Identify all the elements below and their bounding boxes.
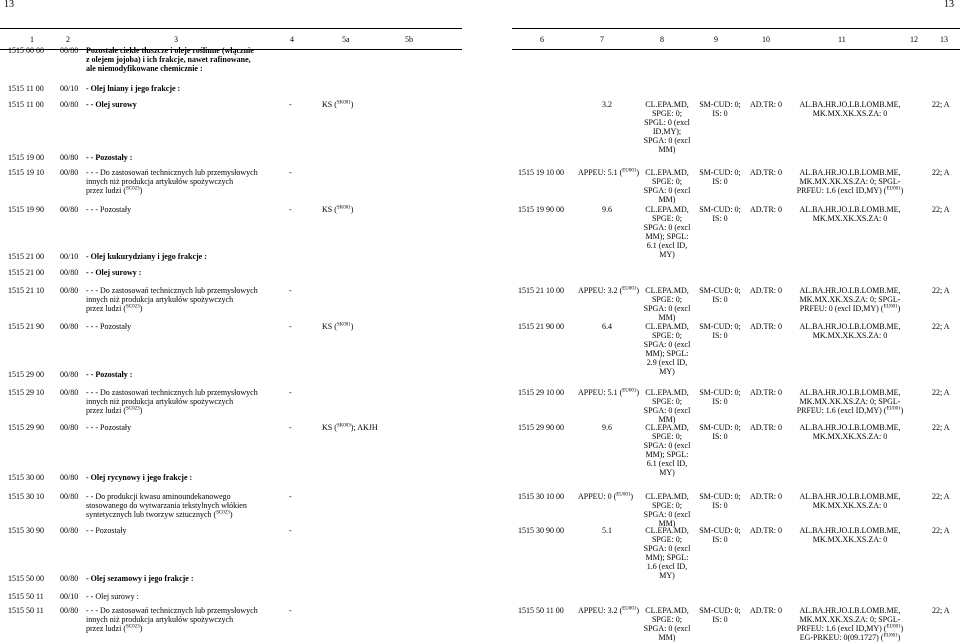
description-line: - Olej lniany i jego frakcje : bbox=[86, 84, 181, 93]
col-11-line: PRFEU: 1.6 (excl ID,MY) ($^{EU001}$) bbox=[796, 406, 904, 415]
description-line: innych niż produkcja artykułów spożywczych bbox=[86, 177, 234, 186]
col-9-line: SM-CUD: 0; bbox=[699, 168, 741, 177]
col-8-line: SPGE: 0; bbox=[651, 177, 682, 186]
sub-code: 00/80 bbox=[60, 100, 79, 109]
header-col-3: 3 bbox=[174, 35, 178, 44]
description-line: - - - Do zastosowań technicznych lub przemysłowych bbox=[86, 388, 258, 397]
col-11-line: EG-PRKEU: 0(09.1727) ($^{EU001}$) bbox=[799, 633, 901, 642]
col-9-line: IS: 0 bbox=[712, 331, 728, 340]
col-8-line: SPGA: 0 (excl bbox=[643, 624, 691, 633]
footnote-ref: SC023 bbox=[125, 186, 140, 192]
header-col-11: 11 bbox=[838, 35, 846, 44]
col-8-line: MM); SPGL: bbox=[645, 553, 689, 562]
description-line: innych niż produkcja artykułów spożywczych bbox=[86, 295, 234, 304]
col-8-line: CL.EPA.MD, bbox=[645, 606, 689, 615]
cn-code: 1515 11 00 bbox=[8, 84, 44, 93]
col-4-value: - bbox=[289, 388, 292, 397]
sub-code: 00/80 bbox=[60, 388, 79, 397]
col-6-code: 1515 19 90 00 bbox=[518, 205, 564, 214]
footnote-ref: SK001 bbox=[336, 205, 351, 211]
col-13-value: 22; A bbox=[932, 492, 950, 501]
col-11-line: MK.MX.XK.XS.ZA: 0 bbox=[812, 432, 888, 441]
footnote-ref: SC023 bbox=[125, 406, 140, 412]
col-8-line: SPGE: 0; bbox=[651, 331, 682, 340]
col-13-value: 22; A bbox=[932, 286, 950, 295]
col-8-line: SPGA: 0 (excl bbox=[643, 544, 691, 553]
description-line: - - Pozostały bbox=[86, 526, 127, 535]
col-8-line: SPGE: 0; bbox=[651, 501, 682, 510]
col-9-line: SM-CUD: 0; bbox=[699, 205, 741, 214]
col-10-value: AD.TR: 0 bbox=[750, 423, 782, 432]
col-11-line: PRFEU: 1.6 (excl ID,MY) ($^{EU001}$) bbox=[796, 624, 904, 633]
cn-code: 1515 29 00 bbox=[8, 370, 44, 379]
col-7-rate: APPEU: 0 ($^{EU001}$) bbox=[578, 492, 634, 501]
col-10-value: AD.TR: 0 bbox=[750, 286, 782, 295]
col-5a-value: KS ($^{SK001}$) bbox=[322, 100, 354, 109]
col-9-line: SM-CUD: 0; bbox=[699, 100, 741, 109]
footnote-ref: SC023 bbox=[125, 304, 140, 310]
col-8-line: SPGA: 0 (excl bbox=[643, 340, 691, 349]
col-8-line: MM); SPGL: bbox=[645, 232, 689, 241]
right-table-header bbox=[512, 28, 960, 50]
col-13-value: 22; A bbox=[932, 606, 950, 615]
sub-code: 00/10 bbox=[60, 84, 79, 93]
col-8-line: MM) bbox=[658, 633, 676, 642]
cn-code: 1515 21 90 bbox=[8, 322, 44, 331]
col-8-line: CL.EPA.MD, bbox=[645, 423, 689, 432]
col-7-rate: APPEU: 3.2 ($^{EU001}$) bbox=[578, 606, 640, 615]
col-9-line: IS: 0 bbox=[712, 177, 728, 186]
col-10-value: AD.TR: 0 bbox=[750, 205, 782, 214]
page-number-left: 13 bbox=[4, 0, 14, 10]
col-11-line: AL.BA.HR.JO.LB.LOMB.ME, bbox=[799, 100, 901, 109]
footnote-ref: EU001 bbox=[616, 492, 631, 498]
col-9-line: IS: 0 bbox=[712, 432, 728, 441]
col-8-line: SPGL: 0 (excl bbox=[644, 118, 690, 127]
col-8-line: SPGA: 0 (excl bbox=[643, 304, 691, 313]
description-line: - - Pozostały : bbox=[86, 153, 133, 162]
col-8-line: SPGA: 0 (excl bbox=[643, 223, 691, 232]
col-11-line: AL.BA.HR.JO.LB.LOMB.ME, bbox=[799, 492, 901, 501]
col-9-line: IS: 0 bbox=[712, 295, 728, 304]
cn-code: 1515 29 90 bbox=[8, 423, 44, 432]
col-8-line: SPGE: 0; bbox=[651, 397, 682, 406]
col-7-rate: 3.2 bbox=[602, 100, 612, 109]
col-11-line: MK.MX.XK.XS.ZA: 0 bbox=[812, 535, 888, 544]
description-line: - - Pozostały : bbox=[86, 370, 133, 379]
col-8-line: MM) bbox=[658, 313, 676, 322]
col-8-line: MM); SPGL: bbox=[645, 349, 689, 358]
col-7-rate: APPEU: 5.1 ($^{EU001}$) bbox=[578, 168, 640, 177]
header-col-7: 7 bbox=[600, 35, 604, 44]
sub-code: 00/80 bbox=[60, 322, 79, 331]
footnote-ref: EU001 bbox=[622, 286, 637, 292]
col-6-code: 1515 29 10 00 bbox=[518, 388, 564, 397]
col-9-line: SM-CUD: 0; bbox=[699, 526, 741, 535]
footnote-ref: EU001 bbox=[622, 168, 637, 174]
sub-code: 00/10 bbox=[60, 592, 79, 601]
col-4-value: - bbox=[289, 492, 292, 501]
col-8-line: SPGE: 0; bbox=[651, 535, 682, 544]
description-line: - - Olej surowy bbox=[86, 100, 137, 109]
col-8-line: CL.EPA.MD, bbox=[645, 205, 689, 214]
col-5a-value: KS ($^{SK001}$) bbox=[322, 205, 354, 214]
col-6-code: 1515 50 11 00 bbox=[518, 606, 564, 615]
col-9-line: SM-CUD: 0; bbox=[699, 388, 741, 397]
col-13-value: 22; A bbox=[932, 423, 950, 432]
col-8-line: MY) bbox=[659, 468, 675, 477]
col-6-code: 1515 19 10 00 bbox=[518, 168, 564, 177]
col-8-line: SPGE: 0; bbox=[651, 615, 682, 624]
cn-code: 1515 50 00 bbox=[8, 574, 44, 583]
sub-code: 00/80 bbox=[60, 153, 79, 162]
col-8-line: SPGA: 0 (excl bbox=[643, 406, 691, 415]
description-line: - - - Do zastosowań technicznych lub przemysłowych bbox=[86, 286, 258, 295]
footnote-ref: EU001 bbox=[886, 624, 901, 630]
footnote-ref: EU001 bbox=[886, 406, 901, 412]
footnote-ref: SC023 bbox=[216, 510, 230, 516]
col-11-line: MK.MX.XK.XS.ZA: 0; SPGL- bbox=[799, 615, 901, 624]
cn-code: 1515 50 11 bbox=[8, 606, 44, 615]
header-col-13: 13 bbox=[940, 35, 948, 44]
header-col-12: 12 bbox=[910, 35, 918, 44]
col-10-value: AD.TR: 0 bbox=[750, 526, 782, 535]
col-8-line: CL.EPA.MD, bbox=[645, 388, 689, 397]
cn-code: 1515 11 00 bbox=[8, 100, 44, 109]
col-9-line: IS: 0 bbox=[712, 214, 728, 223]
description-line: syntetycznych lub tworzyw sztucznych ($^{SC023}$) bbox=[86, 510, 233, 519]
col-7-rate: 9.6 bbox=[602, 423, 612, 432]
col-5a-value: KS ($^{SK001}$) bbox=[322, 322, 354, 331]
header-col-5b: 5b bbox=[405, 35, 413, 44]
col-11-line: AL.BA.HR.JO.LB.LOMB.ME, bbox=[799, 286, 901, 295]
sub-code: 00/80 bbox=[60, 286, 79, 295]
description-line: przez ludzi ($^{SC023}$) bbox=[86, 304, 143, 313]
col-8-line: SPGE: 0; bbox=[651, 295, 682, 304]
col-11-line: AL.BA.HR.JO.LB.LOMB.ME, bbox=[799, 388, 901, 397]
description-line: innych niż produkcja artykułów spożywczych bbox=[86, 615, 234, 624]
description-line: - Olej rycynowy i jego frakcje : bbox=[86, 473, 193, 482]
col-8-line: MY) bbox=[659, 250, 675, 259]
footnote-ref: EU001 bbox=[622, 606, 637, 612]
description-line: - - - Pozostały bbox=[86, 322, 132, 331]
cn-code: 1515 30 90 bbox=[8, 526, 44, 535]
header-col-10: 10 bbox=[762, 35, 770, 44]
description-line: - - Olej surowy : bbox=[86, 592, 139, 601]
footnote-ref: SK003 bbox=[336, 423, 351, 429]
col-9-line: IS: 0 bbox=[712, 501, 728, 510]
cn-code: 1515 30 10 bbox=[8, 492, 44, 501]
footnote-ref: EU001 bbox=[883, 633, 898, 639]
col-13-value: 22; A bbox=[932, 388, 950, 397]
description-line: - - Do produkcji kwasu aminoundekanowego bbox=[86, 492, 231, 501]
col-10-value: AD.TR: 0 bbox=[750, 492, 782, 501]
footnote-ref: SK001 bbox=[336, 100, 351, 106]
sub-code: 00/80 bbox=[60, 473, 79, 482]
description-line: przez ludzi ($^{SC023}$) bbox=[86, 624, 143, 633]
col-13-value: 22; A bbox=[932, 526, 950, 535]
col-11-line: AL.BA.HR.JO.LB.LOMB.ME, bbox=[799, 205, 901, 214]
header-col-2: 2 bbox=[66, 35, 70, 44]
col-6-code: 1515 21 90 00 bbox=[518, 322, 564, 331]
col-8-line: 6.1 (excl ID, bbox=[646, 459, 688, 468]
col-11-line: AL.BA.HR.JO.LB.LOMB.ME, bbox=[799, 322, 901, 331]
col-11-line: AL.BA.HR.JO.LB.LOMB.ME, bbox=[799, 606, 901, 615]
col-4-value: - bbox=[289, 423, 292, 432]
header-col-4: 4 bbox=[290, 35, 294, 44]
col-8-line: MM) bbox=[658, 415, 676, 424]
col-8-line: SPGA: 0 (excl bbox=[643, 136, 691, 145]
sub-code: 00/80 bbox=[60, 492, 79, 501]
col-4-value: - bbox=[289, 606, 292, 615]
cn-code: 1515 19 00 bbox=[8, 153, 44, 162]
description-line: przez ludzi ($^{SC023}$) bbox=[86, 186, 143, 195]
col-7-rate: 5.1 bbox=[602, 526, 612, 535]
cn-code: 1515 21 10 bbox=[8, 286, 44, 295]
col-4-value: - bbox=[289, 526, 292, 535]
col-8-line: MY) bbox=[659, 571, 675, 580]
description-line: - - Olej surowy : bbox=[86, 268, 142, 277]
col-11-line: PRFEU: 1.6 (excl ID,MY) ($^{EU001}$) bbox=[796, 186, 904, 195]
col-9-line: SM-CUD: 0; bbox=[699, 606, 741, 615]
col-9-line: IS: 0 bbox=[712, 535, 728, 544]
col-8-line: SPGE: 0; bbox=[651, 432, 682, 441]
col-9-line: SM-CUD: 0; bbox=[699, 286, 741, 295]
col-13-value: 22; A bbox=[932, 205, 950, 214]
col-6-code: 1515 29 90 00 bbox=[518, 423, 564, 432]
col-8-line: 1.6 (excl ID, bbox=[646, 562, 688, 571]
sub-code: 00/80 bbox=[60, 526, 79, 535]
col-10-value: AD.TR: 0 bbox=[750, 168, 782, 177]
col-8-line: MM) bbox=[658, 145, 676, 154]
sub-code: 00/80 bbox=[60, 268, 79, 277]
header-col-5a: 5a bbox=[342, 35, 350, 44]
description-line: - - - Pozostały bbox=[86, 205, 132, 214]
description-line: innych niż produkcja artykułów spożywczych bbox=[86, 397, 234, 406]
col-8-line: 2.9 (excl ID, bbox=[646, 358, 688, 367]
col-8-line: MM) bbox=[658, 195, 676, 204]
col-11-line: AL.BA.HR.JO.LB.LOMB.ME, bbox=[799, 423, 901, 432]
col-8-line: SPGA: 0 (excl bbox=[643, 186, 691, 195]
description-line: - Olej kukurydziany i jego frakcje : bbox=[86, 252, 207, 261]
description-line: stosowanego do wytwarzania tekstylnych włókien bbox=[86, 501, 247, 510]
sub-code: 00/80 bbox=[60, 606, 79, 615]
description-line: z olejem jojoba) i ich frakcje, nawet rafinowane, bbox=[86, 55, 251, 64]
footnote-ref: SC023 bbox=[125, 624, 140, 630]
col-8-line: SPGE: 0; bbox=[651, 109, 682, 118]
col-7-rate: APPEU: 5.1 ($^{EU001}$) bbox=[578, 388, 640, 397]
col-7-rate: 6.4 bbox=[602, 322, 612, 331]
header-col-8: 8 bbox=[660, 35, 664, 44]
col-9-line: IS: 0 bbox=[712, 615, 728, 624]
header-col-6: 6 bbox=[540, 35, 544, 44]
description-line: Pozostałe ciekłe tłuszcze i oleje roślinne (włącznie bbox=[86, 46, 254, 55]
col-11-line: MK.MX.XK.XS.ZA: 0 bbox=[812, 501, 888, 510]
sub-code: 00/80 bbox=[60, 168, 79, 177]
description-line: - - - Do zastosowań technicznych lub przemysłowych bbox=[86, 606, 258, 615]
col-10-value: AD.TR: 0 bbox=[750, 100, 782, 109]
cn-code: 1515 00 00 bbox=[8, 46, 44, 55]
col-8-line: CL.EPA.MD, bbox=[645, 168, 689, 177]
sub-code: 00/80 bbox=[60, 423, 79, 432]
footnote-ref: EU001 bbox=[883, 304, 898, 310]
col-10-value: AD.TR: 0 bbox=[750, 388, 782, 397]
col-8-line: CL.EPA.MD, bbox=[645, 100, 689, 109]
cn-code: 1515 30 00 bbox=[8, 473, 44, 482]
description-line: ale niemodyfikowane chemicznie : bbox=[86, 64, 203, 73]
col-4-value: - bbox=[289, 205, 292, 214]
description-line: - - - Pozostały bbox=[86, 423, 132, 432]
col-8-line: 6.1 (excl ID, bbox=[646, 241, 688, 250]
col-11-line: MK.MX.XK.XS.ZA: 0; SPGL- bbox=[799, 177, 901, 186]
col-5a-value: KS ($^{SK003}$); AKJH bbox=[322, 423, 378, 432]
col-8-line: SPGA: 0 (excl bbox=[643, 441, 691, 450]
cn-code: 1515 19 10 bbox=[8, 168, 44, 177]
col-8-line: CL.EPA.MD, bbox=[645, 526, 689, 535]
footnote-ref: SK001 bbox=[336, 322, 351, 328]
sub-code: 00/80 bbox=[60, 46, 79, 55]
col-13-value: 22; A bbox=[932, 168, 950, 177]
col-8-line: MY) bbox=[659, 367, 675, 376]
col-11-line: MK.MX.XK.XS.ZA: 0 bbox=[812, 214, 888, 223]
col-4-value: - bbox=[289, 168, 292, 177]
col-9-line: SM-CUD: 0; bbox=[699, 423, 741, 432]
col-7-rate: APPEU: 3.2 ($^{EU001}$) bbox=[578, 286, 640, 295]
col-11-line: AL.BA.HR.JO.LB.LOMB.ME, bbox=[799, 168, 901, 177]
page-number-right: 13 bbox=[944, 0, 954, 10]
col-4-value: - bbox=[289, 286, 292, 295]
cn-code: 1515 50 11 bbox=[8, 592, 44, 601]
col-4-value: - bbox=[289, 322, 292, 331]
col-8-line: SPGE: 0; bbox=[651, 214, 682, 223]
footnote-ref: EU001 bbox=[622, 388, 637, 394]
description-line: - Olej sezamowy i jego frakcje : bbox=[86, 574, 194, 583]
cn-code: 1515 21 00 bbox=[8, 252, 44, 261]
footnote-ref: EU001 bbox=[886, 186, 901, 192]
header-col-1: 1 bbox=[30, 35, 34, 44]
col-9-line: IS: 0 bbox=[712, 397, 728, 406]
description-line: przez ludzi ($^{SC023}$) bbox=[86, 406, 143, 415]
col-11-line: PRFEU: 0 (excl ID,MY) ($^{EU001}$) bbox=[799, 304, 901, 313]
col-6-code: 1515 30 10 00 bbox=[518, 492, 564, 501]
col-8-line: MM) bbox=[658, 519, 676, 528]
col-9-line: SM-CUD: 0; bbox=[699, 492, 741, 501]
sub-code: 00/80 bbox=[60, 370, 79, 379]
col-8-line: ID,MY); bbox=[652, 127, 682, 136]
col-8-line: CL.EPA.MD, bbox=[645, 286, 689, 295]
col-11-line: MK.MX.XK.XS.ZA: 0 bbox=[812, 109, 888, 118]
col-9-line: IS: 0 bbox=[712, 109, 728, 118]
col-11-line: MK.MX.XK.XS.ZA: 0; SPGL- bbox=[799, 397, 901, 406]
description-line: - - - Do zastosowań technicznych lub przemysłowych bbox=[86, 168, 258, 177]
col-8-line: SPGA: 0 (excl bbox=[643, 510, 691, 519]
cn-code: 1515 21 00 bbox=[8, 268, 44, 277]
col-6-code: 1515 30 90 00 bbox=[518, 526, 564, 535]
cn-code: 1515 19 90 bbox=[8, 205, 44, 214]
col-13-value: 22; A bbox=[932, 100, 950, 109]
col-11-line: MK.MX.XK.XS.ZA: 0 bbox=[812, 331, 888, 340]
cn-code: 1515 29 10 bbox=[8, 388, 44, 397]
col-8-line: CL.EPA.MD, bbox=[645, 492, 689, 501]
sub-code: 00/10 bbox=[60, 252, 79, 261]
col-4-value: - bbox=[289, 100, 292, 109]
sub-code: 00/80 bbox=[60, 574, 79, 583]
col-11-line: MK.MX.XK.XS.ZA: 0; SPGL- bbox=[799, 295, 901, 304]
col-8-line: CL.EPA.MD, bbox=[645, 322, 689, 331]
col-11-line: AL.BA.HR.JO.LB.LOMB.ME, bbox=[799, 526, 901, 535]
header-col-9: 9 bbox=[714, 35, 718, 44]
col-9-line: SM-CUD: 0; bbox=[699, 322, 741, 331]
col-6-code: 1515 21 10 00 bbox=[518, 286, 564, 295]
col-13-value: 22; A bbox=[932, 322, 950, 331]
col-7-rate: 9.6 bbox=[602, 205, 612, 214]
sub-code: 00/80 bbox=[60, 205, 79, 214]
col-8-line: MM); SPGL: bbox=[645, 450, 689, 459]
col-10-value: AD.TR: 0 bbox=[750, 606, 782, 615]
col-10-value: AD.TR: 0 bbox=[750, 322, 782, 331]
